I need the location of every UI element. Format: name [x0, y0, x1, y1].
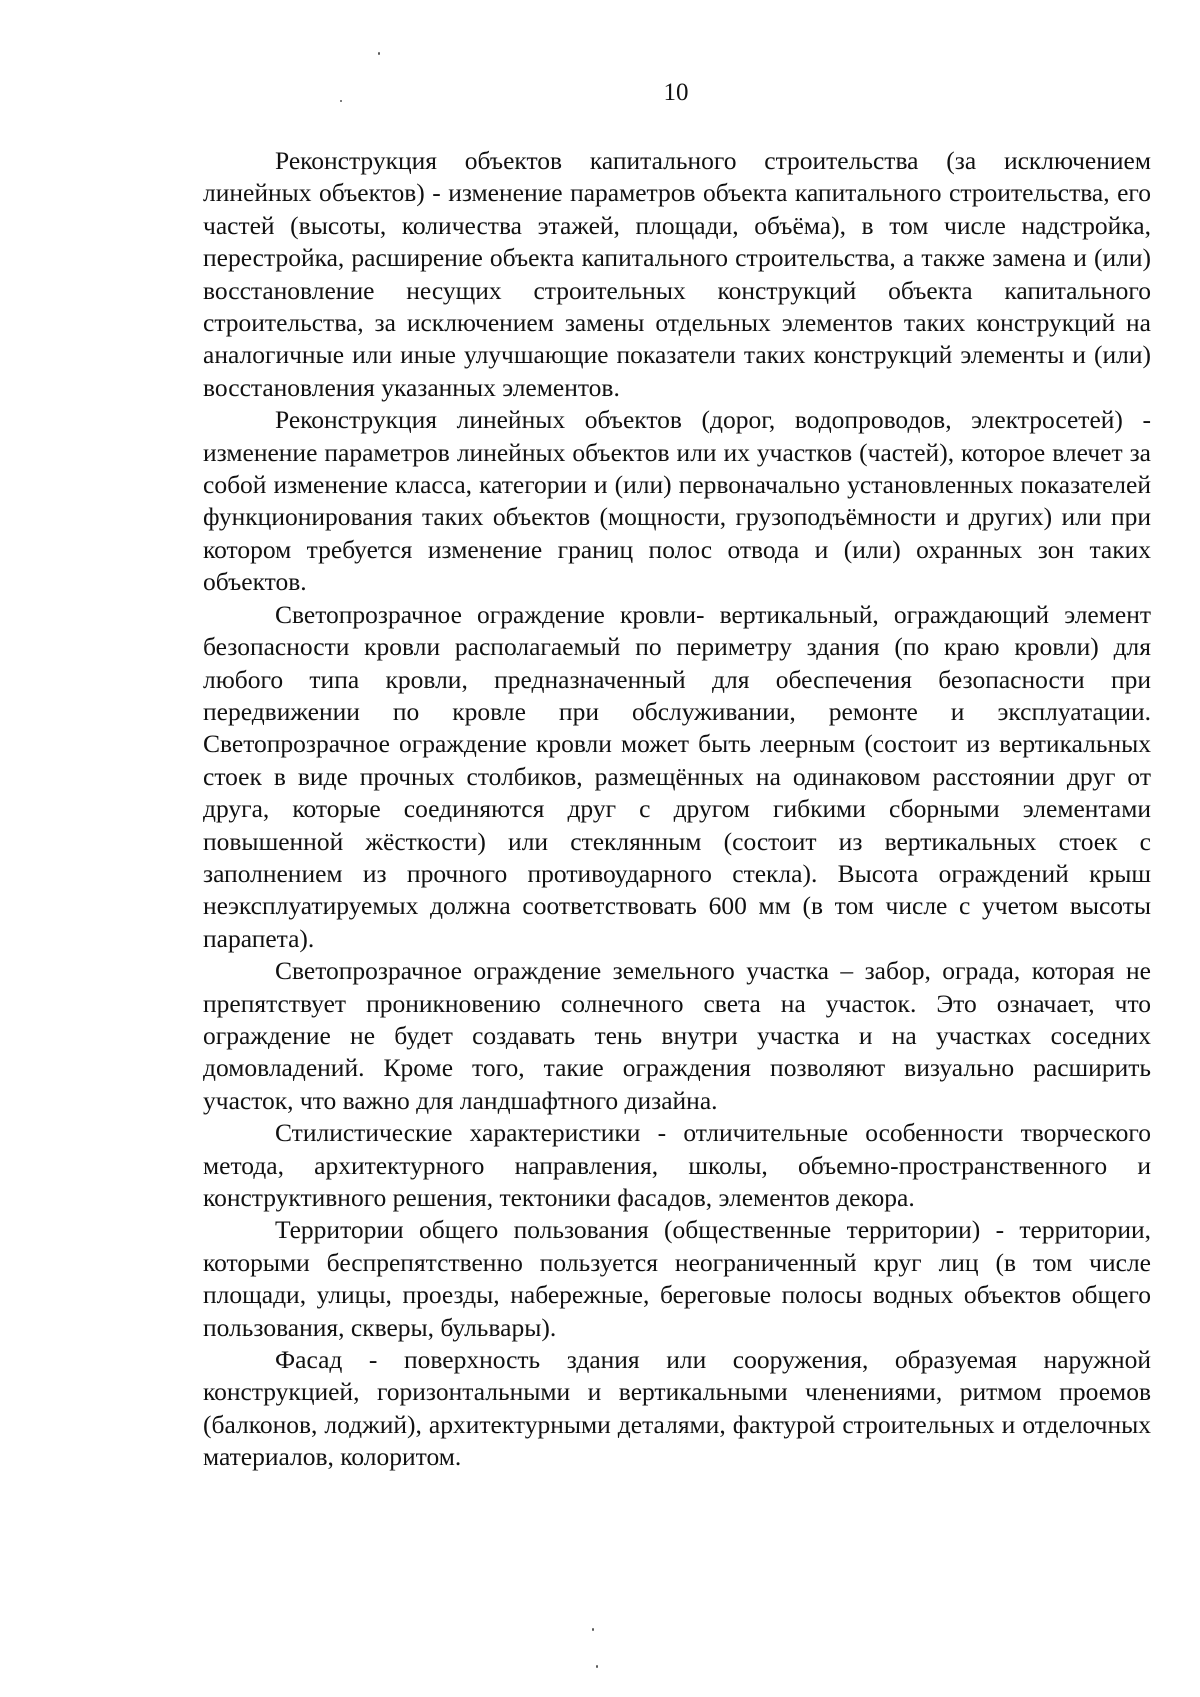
- scan-speck: [378, 52, 380, 55]
- document-body: [203, 145, 1151, 1474]
- paragraph-facade: Фасад - поверхность здания или сооружения, образуемая наружной конструкцией, горизонтальными и вертикальными членениями, ритмом проемов (балконов, лоджий), архитектурными деталями, фактурой строительных и отделочных материалов, колоритом.: [203, 1345, 1151, 1472]
- paragraph-reconstruction-linear: Реконструкция линейных объектов (дорог, водопроводов, электросетей) - изменение параметров линейных объектов или их участков (частей), которое влечет за собой изменение класса, категории и (или) первоначально установленных показателей функционирования таких объектов (мощности, грузоподъёмности и других) или при котором требуется изменение границ полос отвода и (или) охранных зон таких объектов.: [203, 405, 1151, 597]
- paragraph-reconstruction-capital: Реконструкция объектов капитального строительства (за исключением линейных объектов) - изменение параметров объекта капитального строительства, его частей (высоты, количества этажей, площади, объёма), в том числе надстройка, перестройка, расширение объекта капитального строительства, а также замена и (или) восстановление несущих строительных конструкций объекта капитального строительства, за исключением замены отдельных элементов таких конструкций на аналогичные или иные улучшающие показатели таких конструкций элементы и (или) восстановления указанных элементов.: [203, 146, 1151, 402]
- paragraph-land-fence: Светопрозрачное ограждение земельного участка – забор, ограда, которая не препятствует проникновению солнечного света на участок. Это означает, что ограждение не будет создавать тень внутри участка и на участках соседних домовладений. Кроме того, такие ограждения позволяют визуально расширить участок, что важно для ландшафтного дизайна.: [203, 956, 1151, 1115]
- paragraph-public-territories: Территории общего пользования (общественные территории) - территории, которыми беспрепятственно пользуется неограниченный круг лиц (в том числе площади, улицы, проезды, набережные, береговые полосы водных объектов общего пользования, скверы, бульвары).: [203, 1215, 1151, 1342]
- paragraph-roof-fence: Светопрозрачное ограждение кровли- вертикальный, ограждающий элемент безопасности кровли располагаемый по периметру здания (по краю кровли) для любого типа кровли, предназначенный для обеспечения безопасности при передвижении по кровле при обслуживании, ремонте и эксплуатации. Светопрозрачное ограждение кровли может быть леерным (состоит из вертикальных стоек в виде прочных столбиков, размещённых на одинаковом расстоянии друг от друга, которые соединяются друг с другом гибкими сборными элементами повышенной жёсткости) или стеклянным (состоит из вертикальных стоек с заполнением из прочного противоударного стекла). Высота ограждений крыш неэксплуатируемых должна соответствовать 600 мм (в том числе с учетом высоты парапета).: [203, 599, 1151, 953]
- paragraph-stylistic: Стилистические характеристики - отличительные особенности творческого метода, архитектурного направления, школы, объемно-пространственного и конструктивного решения, тектоники фасадов, элементов декора.: [203, 1118, 1151, 1212]
- page-number: 10: [663, 79, 689, 106]
- scan-speck: [340, 100, 342, 102]
- scan-speck: [596, 1665, 598, 1668]
- scan-speck: [592, 1628, 594, 1631]
